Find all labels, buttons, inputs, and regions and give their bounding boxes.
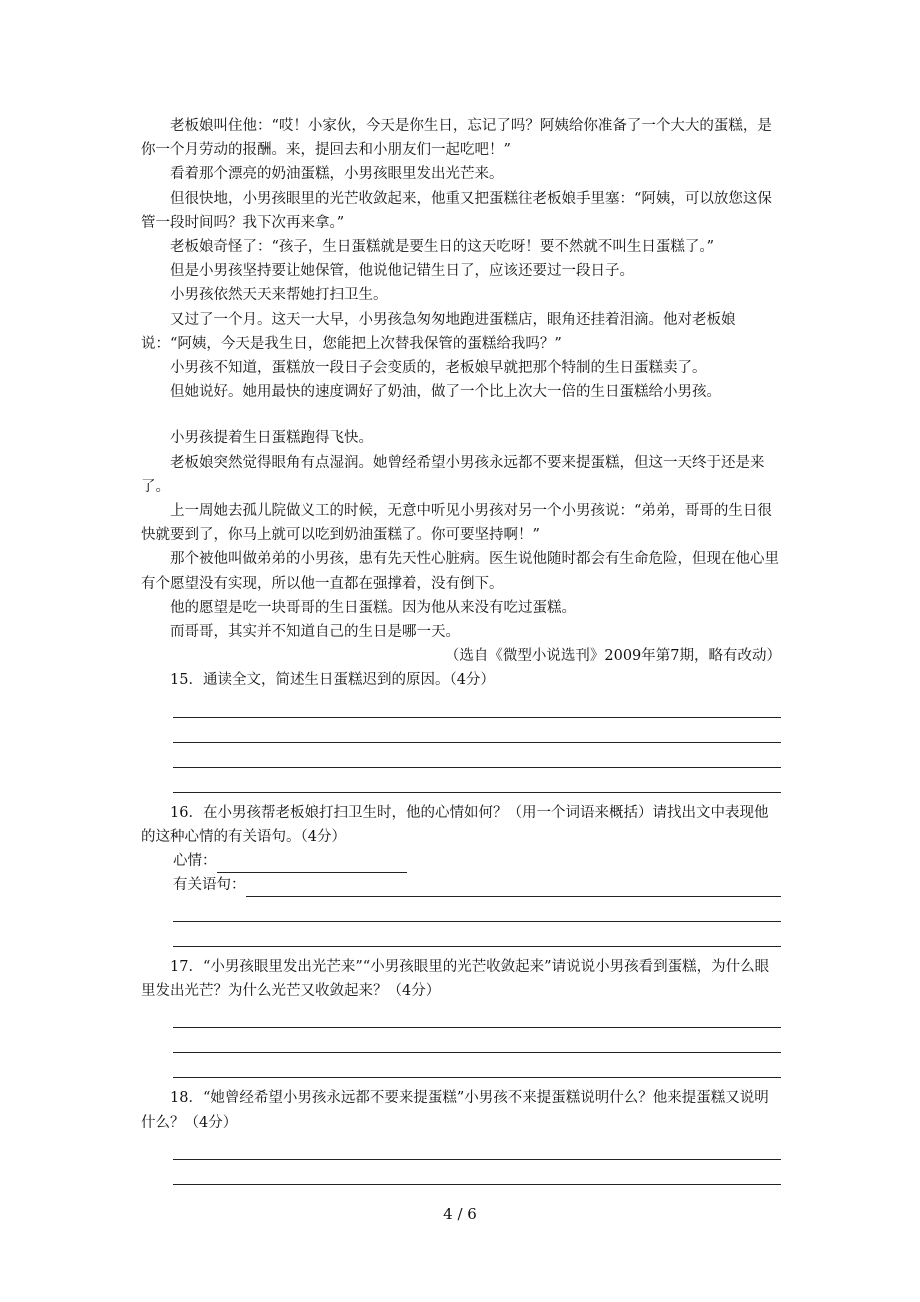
story-paragraph: 小男孩提着生日蛋糕跑得飞快。 [170, 430, 373, 447]
story-paragraph: 老板娘奇怪了：“孩子，生日蛋糕就是要生日的这天吃呀！要不然就不叫生日蛋糕了。” [170, 239, 715, 256]
sentence-label: 有关语句： [173, 876, 246, 893]
story-paragraph: 小男孩依然天天来帮她打扫卫生。 [170, 287, 388, 304]
story-paragraph: 但是小男孩坚持要让她保管，他说他记错生日了，应该还要过一段日子。 [170, 263, 634, 280]
question-16 [141, 801, 781, 947]
story-text [141, 114, 781, 668]
question-17 [141, 955, 781, 1078]
story-paragraph: 但很快地，小男孩眼里的光芒收敛起来，他重又把蛋糕往老板娘手里塞：“阿姨，可以放您这保管一段时间吗？我下次再来拿。” [141, 190, 772, 231]
question-18 [141, 1086, 781, 1184]
answer-line[interactable] [173, 743, 781, 768]
answer-line[interactable] [173, 1160, 781, 1185]
page-number: 4 / 6 [443, 1205, 477, 1223]
mood-label: 心情： [173, 852, 217, 869]
answer-line[interactable] [173, 1003, 781, 1028]
answer-line[interactable] [173, 693, 781, 718]
answer-line[interactable] [173, 1135, 781, 1160]
story-source: （选自《微型小说选刊》2009年第7期，略有改动） [444, 648, 781, 665]
story-paragraph: 上一周她去孤儿院做义工的时候，无意中听见小男孩对另一个小男孩说：“弟弟，哥哥的生日很快就要到了，你马上就可以吃到奶油蛋糕了。你可要坚持啊！” [141, 503, 772, 544]
mood-answer-row [173, 849, 781, 873]
question-15 [141, 668, 781, 792]
answer-line[interactable] [173, 718, 781, 743]
answer-line[interactable] [173, 1028, 781, 1053]
question-17-text: 17．“小男孩眼里发出光芒来”“小男孩眼里的光芒收敛起来”请说说小男孩看到蛋糕，为什么眼里发出光芒？为什么光芒又收敛起来？（4分） [141, 959, 770, 1000]
story-paragraph: 老板娘叫住他：“哎！小家伙，今天是你生日，忘记了吗？阿姨给你准备了一个大大的蛋糕，是你一个月劳动的报酬。来，提回去和小朋友们一起吃吧！” [141, 118, 772, 159]
story-paragraph: 小男孩不知道，蛋糕放一段日子会变质的，老板娘早就把那个特制的生日蛋糕卖了。 [170, 360, 707, 377]
answer-line[interactable] [173, 768, 781, 793]
question-16-text: 16．在小男孩帮老板娘打扫卫生时，他的心情如何？（用一个词语来概括）请找出文中表现他的这种心情的有关语句。（4分） [141, 804, 769, 845]
sentence-answer-line[interactable] [246, 878, 782, 897]
answer-line[interactable] [173, 922, 781, 947]
story-paragraph: 他的愿望是吃一块哥哥的生日蛋糕。因为他从来没有吃过蛋糕。 [170, 599, 576, 616]
story-paragraph: 但她说好。她用最快的速度调好了奶油，做了一个比上次大一倍的生日蛋糕给小男孩。 [170, 384, 721, 401]
page-content [141, 114, 781, 1185]
sentence-answer-row [173, 873, 781, 897]
question-18-text: 18．“她曾经希望小男孩永远都不要来提蛋糕”小男孩不来提蛋糕说明什么？他来提蛋糕又说明什么？（4分） [141, 1090, 769, 1131]
story-paragraph: 又过了一个月。这天一大早，小男孩急匆匆地跑进蛋糕店，眼角还挂着泪滴。他对老板娘说：“阿姨，今天是我生日，您能把上次替我保管的蛋糕给我吗？” [141, 311, 736, 352]
answer-line[interactable] [173, 1053, 781, 1078]
mood-answer-line[interactable] [217, 854, 407, 873]
story-paragraph: 那个被他叫做弟弟的小男孩，患有先天性心脏病。医生说他随时都会有生命危险，但现在他心里有个愿望没有实现，所以他一直都在强撑着，没有倒下。 [141, 551, 779, 592]
story-paragraph: 看着那个漂亮的奶油蛋糕，小男孩眼里发出光芒来。 [170, 166, 504, 183]
question-15-text: 15．通读全文，简述生日蛋糕迟到的原因。（4分） [170, 672, 495, 689]
answer-line[interactable] [173, 897, 781, 922]
story-paragraph: 老板娘突然觉得眼角有点湿润。她曾经希望小男孩永远都不要来提蛋糕，但这一天终于还是来了。 [141, 454, 765, 495]
paragraph-spacer [141, 404, 781, 426]
story-paragraph: 而哥哥，其实并不知道自己的生日是哪一天。 [170, 624, 460, 641]
